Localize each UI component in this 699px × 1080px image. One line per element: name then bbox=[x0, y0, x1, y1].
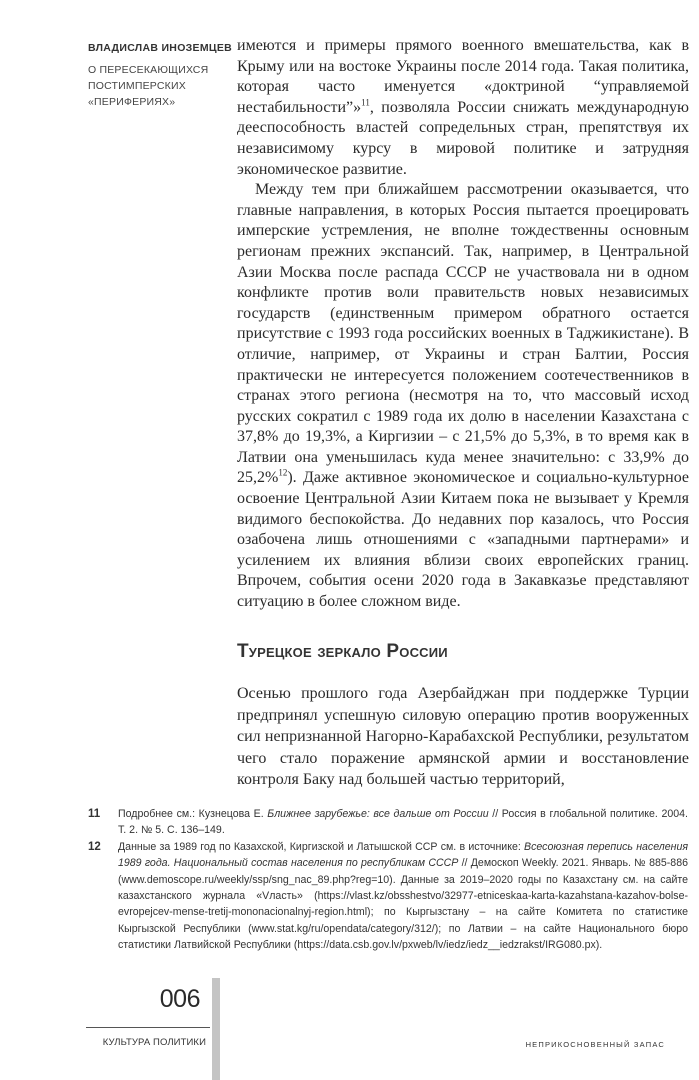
footnote-ref-12[interactable]: 12 bbox=[278, 468, 288, 479]
footnotes bbox=[88, 806, 688, 954]
footnote-ref-11[interactable]: 11 bbox=[361, 97, 370, 108]
article-title-line-2: ПОСТИМПЕРСКИХ bbox=[88, 80, 186, 92]
article-title-line-1: О ПЕРЕСЕКАЮЩИХСЯ bbox=[88, 64, 209, 76]
footnote-number: 12 bbox=[88, 840, 101, 853]
author-name: ВЛАДИСЛАВ ИНОЗЕМЦЕВ bbox=[88, 42, 233, 54]
running-header bbox=[88, 42, 233, 110]
paragraph: Между тем при ближайшем рассмотрении оказывается, что главные направления, в которых Россия пытается проецировать имперские устремления, не вполне тождественны основным регионам прежних экспансий. Так, например, в Центральной Азии Москва после распада СССР не участвовала ни в одном конфликте против воли правительств новых независимых государств (единственным примером обратного остается присутствие с 1993 года российских военных в Таджикистане). В отличие, например, от Украины и стран Балтии, Россия практически не интересуется положением соотечественников в странах этого региона (несмотря на то, что массовый исход русских сократил с 1989 года их долю в населении Казахстана с 37,8% до 19,3%, а Киргизии – с 21,5% до 5,3%, в то время как в Латвии она уменьшилась куда менее значительно: с 33,9% до 25,2%$^{12}$). Даже активное экономическое и социально-культурное освоение Центральной Азии Китаем пока не вызывает у Кремля видимого беспокойства. До недавних пор казалось, что Россия озабочена лишь отношениями с «западными партнерами» и усилением их влияния вблизи своих европейских границ. Впрочем, события осени 2020 года в Закавказье представляют ситуацию в более сложном виде. bbox=[237, 181, 689, 611]
journal-name: НЕПРИКОСНОВЕННЫЙ ЗАПАС bbox=[525, 1040, 665, 1049]
article-title-line-3: «ПЕРИФЕРИЯХ» bbox=[88, 96, 176, 108]
footnote-number: 11 bbox=[88, 808, 101, 820]
body-text bbox=[237, 36, 689, 613]
gutter-bar bbox=[212, 978, 220, 1080]
footnote bbox=[88, 839, 688, 954]
paragraph: имеются и примеры прямого военного вмешательства, как в Крыму или на востоке Украины после 2014 года. Такая политика, которая часто именуется «доктриной “управляемой нестабильности”»$^{11}$, позволяла России снижать международную дееспособность властей сопредельных стран, препятствуя их независимому курсу в мировой политике и затрудняя экономическое развитие. bbox=[237, 37, 689, 178]
section-paragraph: Осенью прошлого года Азербайджан при поддержке Турции предпринял успешную силовую операцию против вооруженных сил непризнанной Нагорно-Карабахской Республики, результатом чего стало поражение армянской армии и восстановление контроля Баку над большей частью территорий, bbox=[237, 685, 689, 789]
footnote bbox=[88, 806, 688, 839]
footer-rule bbox=[86, 1027, 210, 1028]
section-heading: Турецкое зеркало России bbox=[237, 641, 448, 662]
section-label: КУЛЬТУРА ПОЛИТИКИ bbox=[102, 1037, 206, 1048]
footnote-text: Подробнее см.: Кузнецова Е. Ближнее зарубежье: все дальше от России // Россия в глобальной политике. 2004. Т. 2. № 5. С. 136–149. bbox=[118, 808, 688, 837]
footnote-text: Данные за 1989 год по Казахской, Киргизской и Латышской ССР см. в источнике: Всесоюзная перепись населения 1989 года. Национальный состав населения по республикам СССР // Демоскоп Weekly. 2021. Январь. № 885-886 (www.demoscope.ru/weekly/ssp/sng_nac_89.php?reg=10). Данные за 2019–2020 годы по Казахстану см. на сайте казахстанского журнала «Vласть» (https://vlast.kz/obsshestvo/32977-etniceskaa-karta-kazahstana-kazahov-bolse-evropejcev-mense-tretij-mononacionalnyj-region.html); по Кыргызстану – на сайте Комитета по статистике Кыргызской Республики (www.stat.kg/ru/opendata/category/312/); по Латвии – на сайте Национального бюро статистики Латвийской Республики (https://data.csb.gov.lv/pxweb/lv/iedz/iedz__iedzrakst/IRG080.px). bbox=[118, 840, 688, 952]
page-number: 006 bbox=[159, 985, 200, 1013]
